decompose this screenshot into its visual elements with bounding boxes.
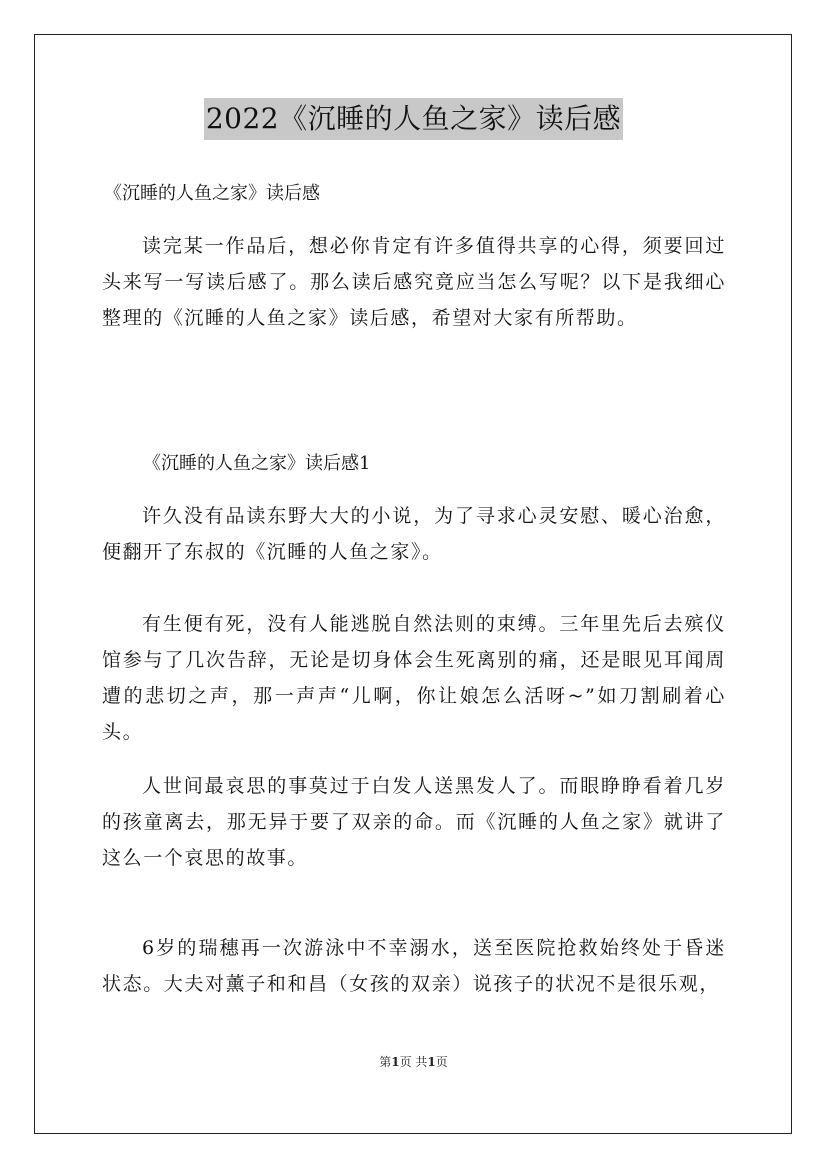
footer-page-number: 1: [391, 1055, 400, 1069]
body-paragraph-2: 有生便有死，没有人能逃脱自然法则的束缚。三年里先后去殡仪馆参与了几次告辞，无论是切身体会生死离别的痛，还是眼见耳闻周遭的悲切之声，那一声声“儿啊，你让娘怎么活呀~”如刀割刷着心头。: [102, 613, 726, 743]
footer-mid: 页 共: [399, 1055, 428, 1069]
document-title: 2022《沉睡的人鱼之家》读后感: [204, 98, 623, 140]
body-paragraph-1: 许久没有品读东野大大的小说，为了寻求心灵安慰、暖心治愈，便翻开了东叔的《沉睡的人鱼之家》。: [102, 505, 726, 563]
intro-paragraph: 读完某一作品后，想必你肯定有许多值得共享的心得，须要回过头来写一写读后感了。那么读后感究竟应当怎么写呢？以下是我细心整理的《沉睡的人鱼之家》读后感，希望对大家有所帮助。: [102, 235, 726, 329]
body-paragraph-3: 人世间最哀思的事莫过于白发人送黑发人了。而眼睁睁看着几岁的孩童离去，那无异于要了双亲的命。而《沉睡的人鱼之家》就讲了这么一个哀思的故事。: [102, 775, 726, 869]
section-heading: 《沉睡的人鱼之家》读后感1: [143, 453, 371, 474]
footer-prefix: 第: [379, 1055, 392, 1069]
footer-suffix: 页: [435, 1055, 448, 1069]
title-container: [0, 98, 827, 140]
page-footer: [0, 1053, 827, 1071]
footer-total-pages: 1: [427, 1055, 436, 1069]
document-subtitle: 《沉睡的人鱼之家》读后感: [104, 183, 320, 204]
body-paragraph-4: 6岁的瑞穗再一次游泳中不幸溺水，送至医院抢救始终处于昏迷状态。大夫对薰子和和昌（女孩的双亲）说孩子的状况不是很乐观，: [102, 937, 726, 995]
